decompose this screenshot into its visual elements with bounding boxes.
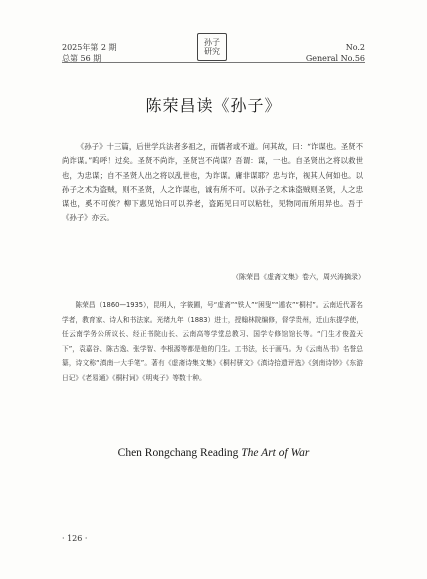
body-paragraph: 《孙子》十三篇，后世学兵法者多祖之，而儒者或不道。问其故，曰：“诈谋也。圣贤不尚诈谋。”呜呼！过矣。圣贤不尚诈，圣贤岂不尚谋？吾谓：谋，一也。自圣贤出之将以救世也，为忠谋；自不圣贤人出之将以乱世也，为诈谋。庸非谋耶？忠与诈，视其人何如也。以孙子之术为盗贼，则不圣贤，人之诈谋也，诚有所不可。以孙子之术诛盗贼则圣贤，人之忠谋也，奚不可俟？柳下惠见饴曰可以养老，盗跖见曰可以粘牡，见物同而所用异也。吾于《孙子》亦云。 bbox=[62, 142, 363, 223]
english-title bbox=[0, 447, 427, 459]
issue-info-cn bbox=[62, 42, 117, 64]
issue-info-en bbox=[306, 42, 365, 64]
general-number-en: General No.56 bbox=[305, 54, 365, 63]
english-title-italic: The Art of War bbox=[241, 447, 310, 459]
issue-number-cn: 2025年第 2 期 bbox=[62, 43, 117, 52]
header-rule bbox=[62, 62, 365, 63]
source-citation: （陈荣昌《虚斋文集》卷六，周兴涛摘录） bbox=[232, 273, 365, 281]
article-body bbox=[62, 140, 363, 226]
article-title: 陈荣昌读《孙子》 bbox=[145, 96, 282, 115]
english-title-prefix: Chen Rongchang Reading bbox=[117, 447, 242, 459]
author-note bbox=[62, 298, 363, 386]
issue-number-en: No.2 bbox=[345, 43, 365, 52]
logo-text-line1: 孙子 bbox=[204, 38, 220, 47]
page-number: · 126 · bbox=[62, 534, 88, 543]
total-issue-cn: 总第 56 期 bbox=[62, 54, 102, 63]
author-note-paragraph: 陈荣昌（1860—1935），昆明人，字筱圃，号“虚斋”“铁人”“困叟”“遁农”“桐村”。云南近代著名学者，教育家、诗人和书法家。光绪九年（1883）进士，授翰林院编修，督学贵州，迁山东提学使，任云南学务公所议长、经正书院山长、云南高等学堂总教习、国学专修馆馆长等。“门生才俊盈天下”，袁嘉谷、陈古逸、张学智、李根源等都是他的门生。工书法，长于画马。为《云南丛书》名誉总纂，诗文称“滇南一大手笔”。著有《虚斋诗集文集》《桐村骈文》《滇诗拾遗评选》《剑南诗钞》《东游日记》《老易通》《桐村词》《明夷子》等数十种。 bbox=[62, 301, 363, 382]
journal-logo bbox=[197, 33, 227, 61]
logo-text-line2: 研究 bbox=[204, 47, 220, 56]
